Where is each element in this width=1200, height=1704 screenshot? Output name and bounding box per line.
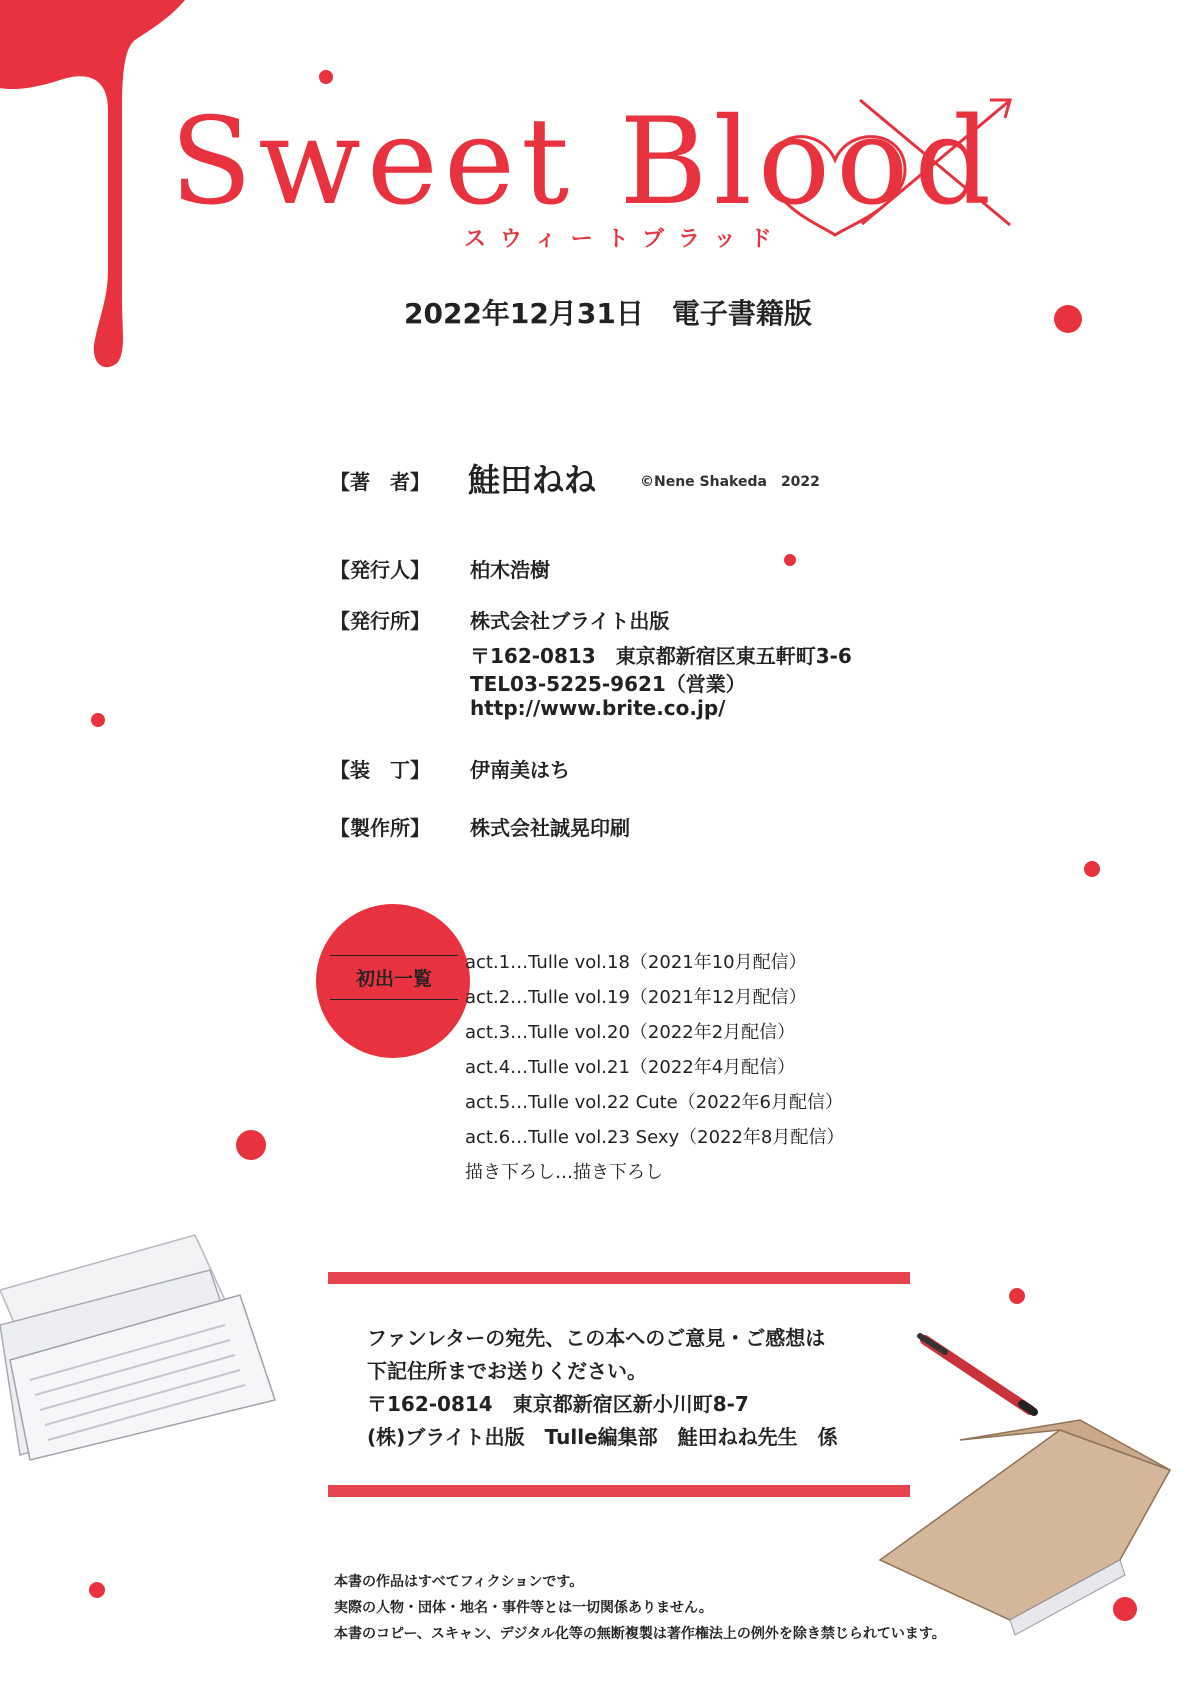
fan-letter-line: ファンレターの宛先、この本へのご意見・ご感想は bbox=[367, 1326, 826, 1350]
list-item: act.6…Tulle vol.23 Sexy（2022年8月配信） bbox=[465, 1127, 845, 1148]
first-publication-label: 初出一覧 bbox=[330, 955, 458, 1000]
publishing-house-address: 〒162-0813 東京都新宿区東五軒町3-6 bbox=[470, 644, 852, 668]
blood-drip bbox=[0, 0, 185, 367]
author-label: 【著 者】 bbox=[330, 470, 430, 494]
publishing-house-name: 株式会社ブライト出版 bbox=[470, 609, 670, 633]
publishing-house-url[interactable]: http://www.brite.co.jp/ bbox=[470, 696, 726, 720]
publisher-label: 【発行人】 bbox=[330, 558, 430, 582]
printer-label: 【製作所】 bbox=[330, 816, 430, 840]
design-name: 伊南美はち bbox=[470, 758, 570, 782]
blood-dot bbox=[1084, 861, 1100, 877]
papers-illustration bbox=[0, 1235, 275, 1460]
fan-letter-top-bar bbox=[328, 1272, 910, 1284]
notice-line: 本書のコピー、スキャン、デジタル化等の無断複製は著作権法上の例外を除き禁じられています。 bbox=[334, 1626, 946, 1642]
fan-letter-bottom-bar bbox=[328, 1485, 910, 1497]
title-logo: Sweet Blood bbox=[170, 93, 998, 232]
design-label: 【装 丁】 bbox=[330, 758, 430, 782]
edition-date: 2022年12月31日 電子書籍版 bbox=[404, 297, 812, 330]
fan-letter-address: 〒162-0814 東京都新宿区新小川町8-7 bbox=[367, 1392, 749, 1416]
fan-letter-line: 下記住所までお送りください。 bbox=[367, 1359, 647, 1383]
blood-dot bbox=[1009, 1288, 1025, 1304]
fan-letter-recipient: (株)ブライト出版 Tulle編集部 鮭田ねね先生 係 bbox=[367, 1425, 838, 1449]
author-name: 鮭田ねね bbox=[468, 461, 597, 499]
printer-name: 株式会社誠晃印刷 bbox=[470, 816, 630, 840]
pen-illustration bbox=[920, 1336, 1034, 1412]
list-item: act.4…Tulle vol.21（2022年4月配信） bbox=[465, 1057, 796, 1078]
blood-dot bbox=[236, 1130, 266, 1160]
list-item: act.5…Tulle vol.22 Cute（2022年6月配信） bbox=[465, 1092, 844, 1113]
blood-dot bbox=[1054, 305, 1082, 333]
blood-dot bbox=[784, 554, 796, 566]
title-kana: スウィートブラッド bbox=[464, 227, 786, 252]
notice-line: 実際の人物・団体・地名・事件等とは一切関係ありません。 bbox=[334, 1600, 713, 1616]
publishing-house-label: 【発行所】 bbox=[330, 609, 430, 633]
blood-dot bbox=[89, 1582, 105, 1598]
list-item: act.2…Tulle vol.19（2021年12月配信） bbox=[465, 987, 807, 1008]
blood-dot bbox=[1113, 1597, 1137, 1621]
list-item: act.1…Tulle vol.18（2021年10月配信） bbox=[465, 952, 807, 973]
publishing-house-tel: TEL03-5225-9621（営業） bbox=[470, 672, 746, 696]
list-item: 描き下ろし…描き下ろし bbox=[465, 1162, 663, 1183]
notice-line: 本書の作品はすべてフィクションです。 bbox=[334, 1574, 584, 1590]
blood-dot bbox=[319, 70, 333, 84]
list-item: act.3…Tulle vol.20（2022年2月配信） bbox=[465, 1022, 796, 1043]
blood-dot bbox=[91, 713, 105, 727]
publisher-name: 柏木浩樹 bbox=[470, 558, 550, 582]
copyright: ©Nene Shakeda 2022 bbox=[640, 474, 820, 490]
